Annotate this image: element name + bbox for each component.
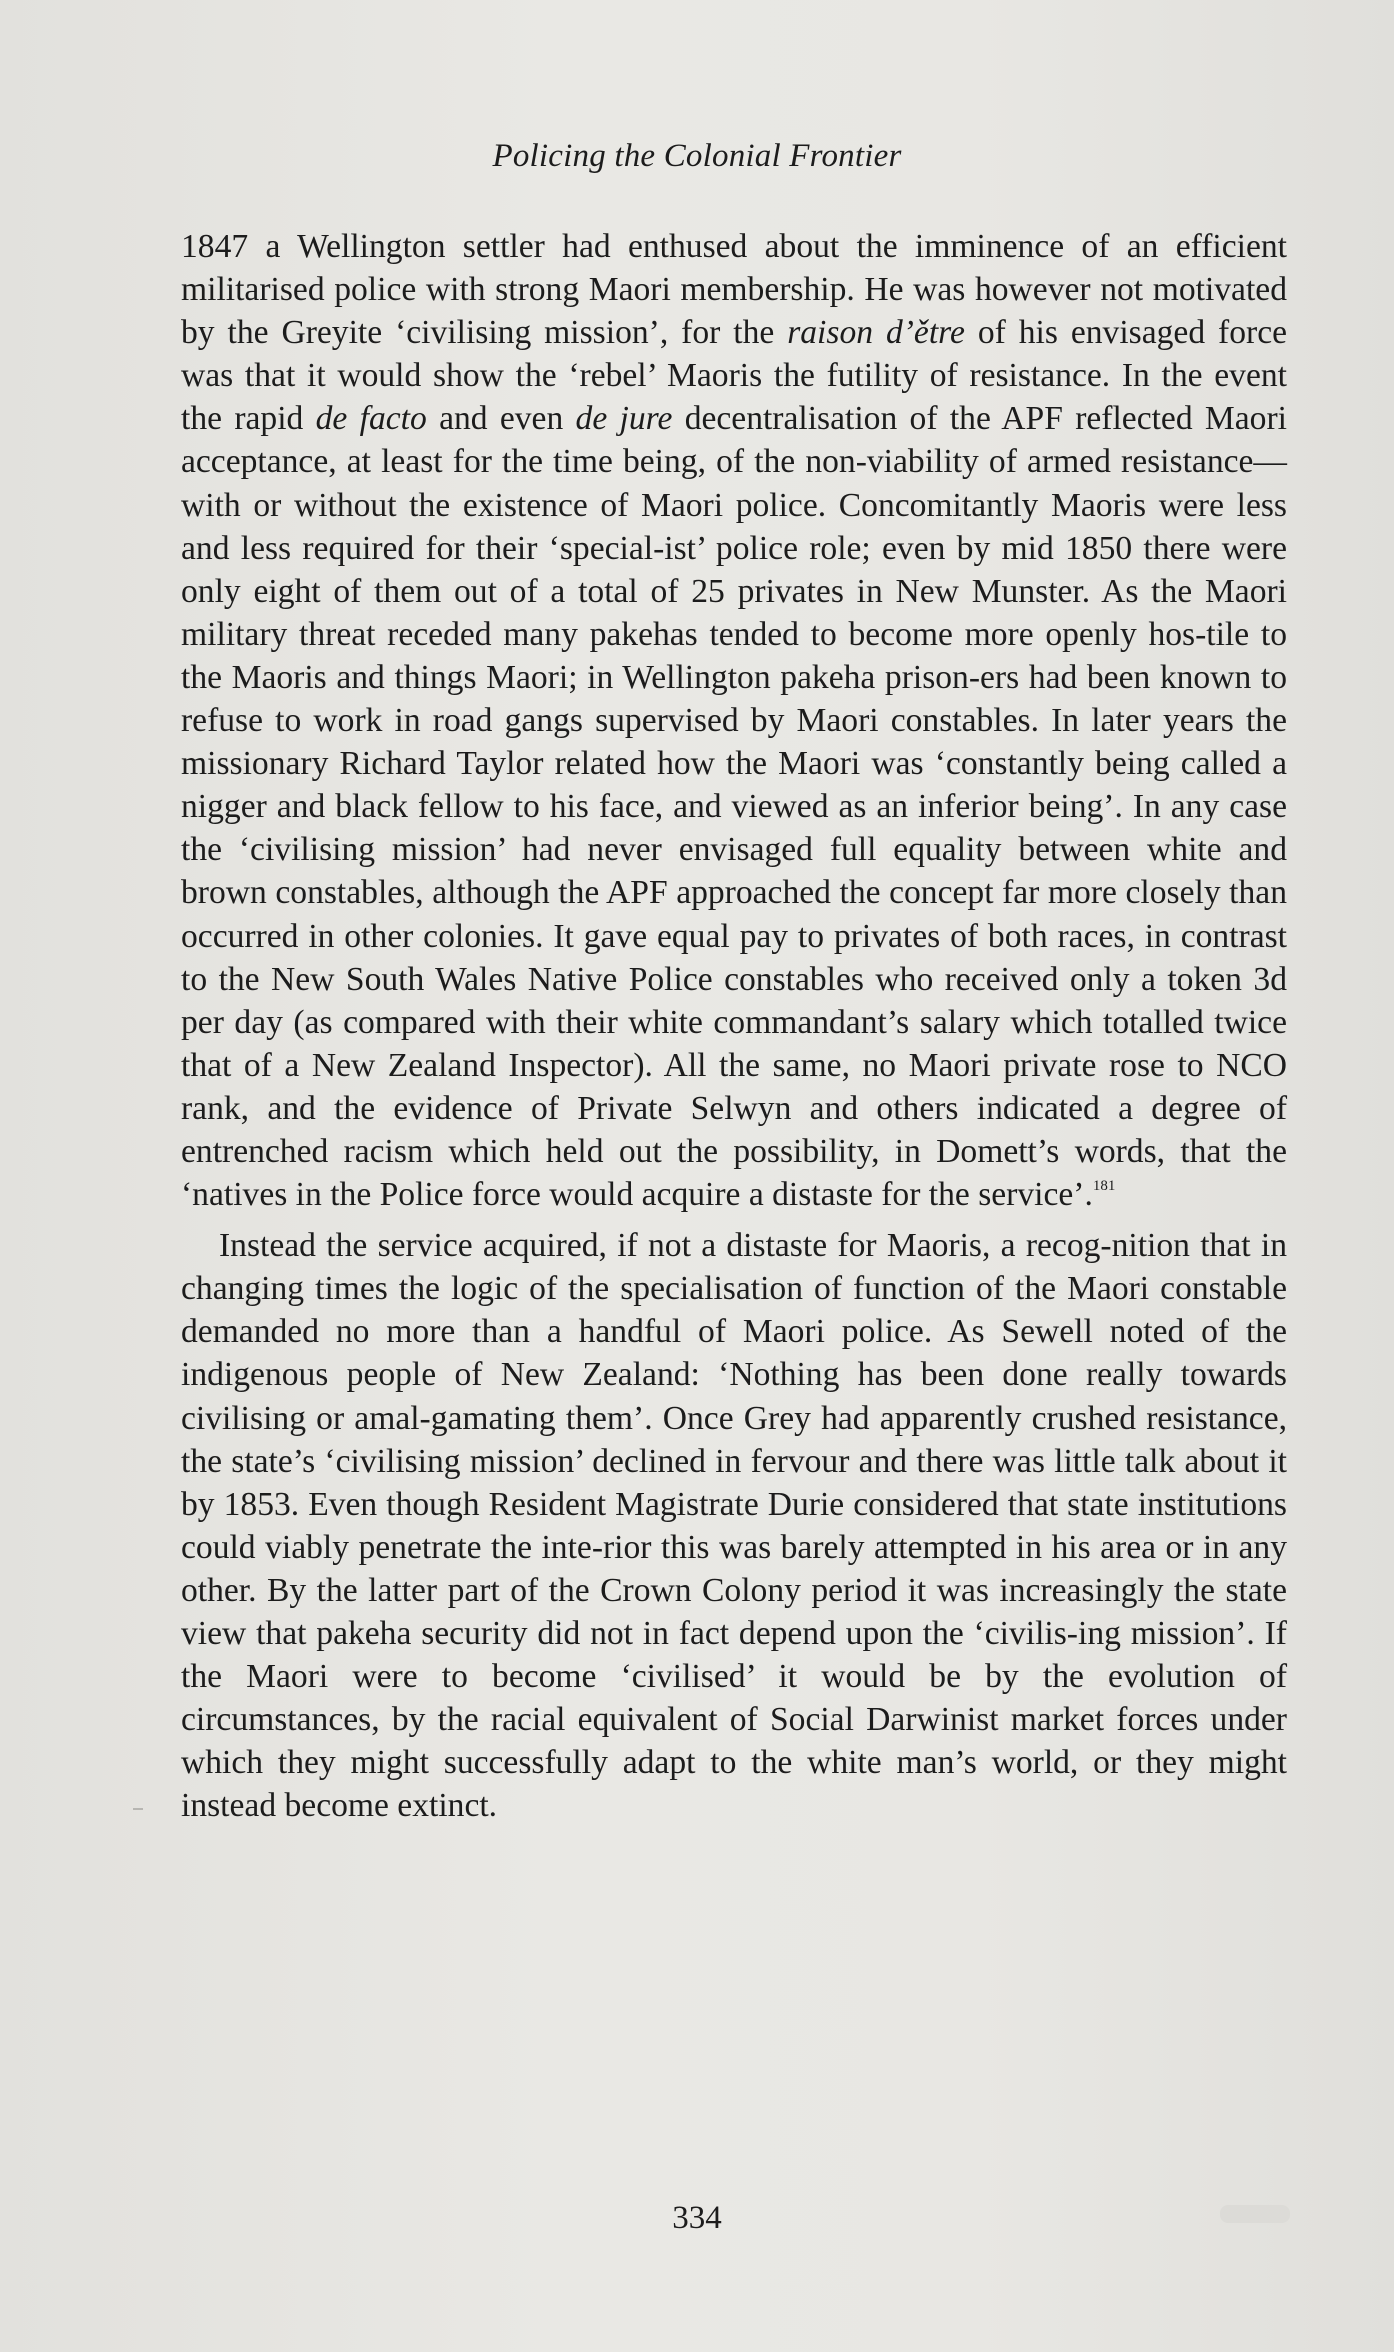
paragraph-1-italic-de-jure: de jure	[575, 400, 673, 438]
paragraph-2: Instead the service acquired, if not a distaste for Maoris, a recog-nition that in changing times the logic of the specialisation of function of the Maori constable demanded no more than a handful of Maori police. As Sewell noted of the indigenous people of New Zealand: ‘Nothing has been done really towards civilising or amal-gamating them’. Once Grey had apparently crushed resistance, the state’s ‘civilising mission’ declined in fervour and there was little talk about it by 1853. Even though Resident Magistrate Durie considered that state institutions could viably penetrate the inte-rior this was barely attempted in his area or in any other. By the latter part of the Crown Colony period it was increasingly the state view that pakeha security did not in fact depend upon the ‘civilis-ing mission’. If the Maori were to become ‘civilised’ it would be by the evolution of circumstances, by the racial equivalent of Social Darwinist market forces under which they might successfully adapt to the white man’s world, or they might instead become extinct.	[181, 1227, 1287, 1825]
paragraph-1-text-1: 1847 a Wellington settler had enthused about the imminence of an efficient militarised police with strong Maori membership. He was however not motivated by the Greyite ‘civilising mission’, for the	[181, 228, 1287, 352]
paragraph-1-text-2: of his envisaged force was that it would show the ‘rebel’ Maoris the futility of resistance. In the event the rapid	[181, 314, 1288, 438]
running-head: Policing the Colonial Frontier	[492, 138, 902, 174]
body-text	[181, 225, 1287, 1827]
page-number: 334	[672, 2200, 722, 2236]
paragraph-1-italic-raison: raison d’ětre	[787, 314, 965, 352]
paragraph-1-text-3: and even	[426, 400, 576, 438]
paragraph-1-italic-de-facto: de facto	[315, 400, 427, 438]
footnote-reference: 181	[1092, 1178, 1116, 1195]
paragraph-1-text-4: decentralisation of the APF reflected Maori acceptance, at least for the time being, of the non-viability of armed resistance—with or without the existence of Maori police. Concomitantly Maoris were less and less required for their ‘special-ist’ police role; even by mid 1850 there were only eight of them out of a total of 25 privates in New Munster. As the Maori military threat receded many pakehas tended to become more openly hos-tile to the Maoris and things Maori; in Wellington pakeha prison-ers had been known to refuse to work in road gangs supervised by Maori constables. In later years the missionary Richard Taylor related how the Maori was ‘constantly being called a nigger and black fellow to his face, and viewed as an inferior being’. In any case the ‘civilising mission’ had never envisaged full equality between white and brown constables, although the APF approached the concept far more closely than occurred in other colonies. It gave equal pay to privates of both races, in contrast to the New South Wales Native Police constables who received only a token 3d per day (as compared with their white commandant’s salary which totalled twice that of a New Zealand Inspector). All the same, no Maori private rose to NCO rank, and the evidence of Private Selwyn and others indicated a degree of entrenched racism which held out the possibility, in Domett’s words, that the ‘natives in the Police force would acquire a distaste for the service’.	[181, 400, 1287, 1214]
margin-mark	[133, 1808, 143, 1810]
paragraph-1	[181, 225, 1287, 1216]
